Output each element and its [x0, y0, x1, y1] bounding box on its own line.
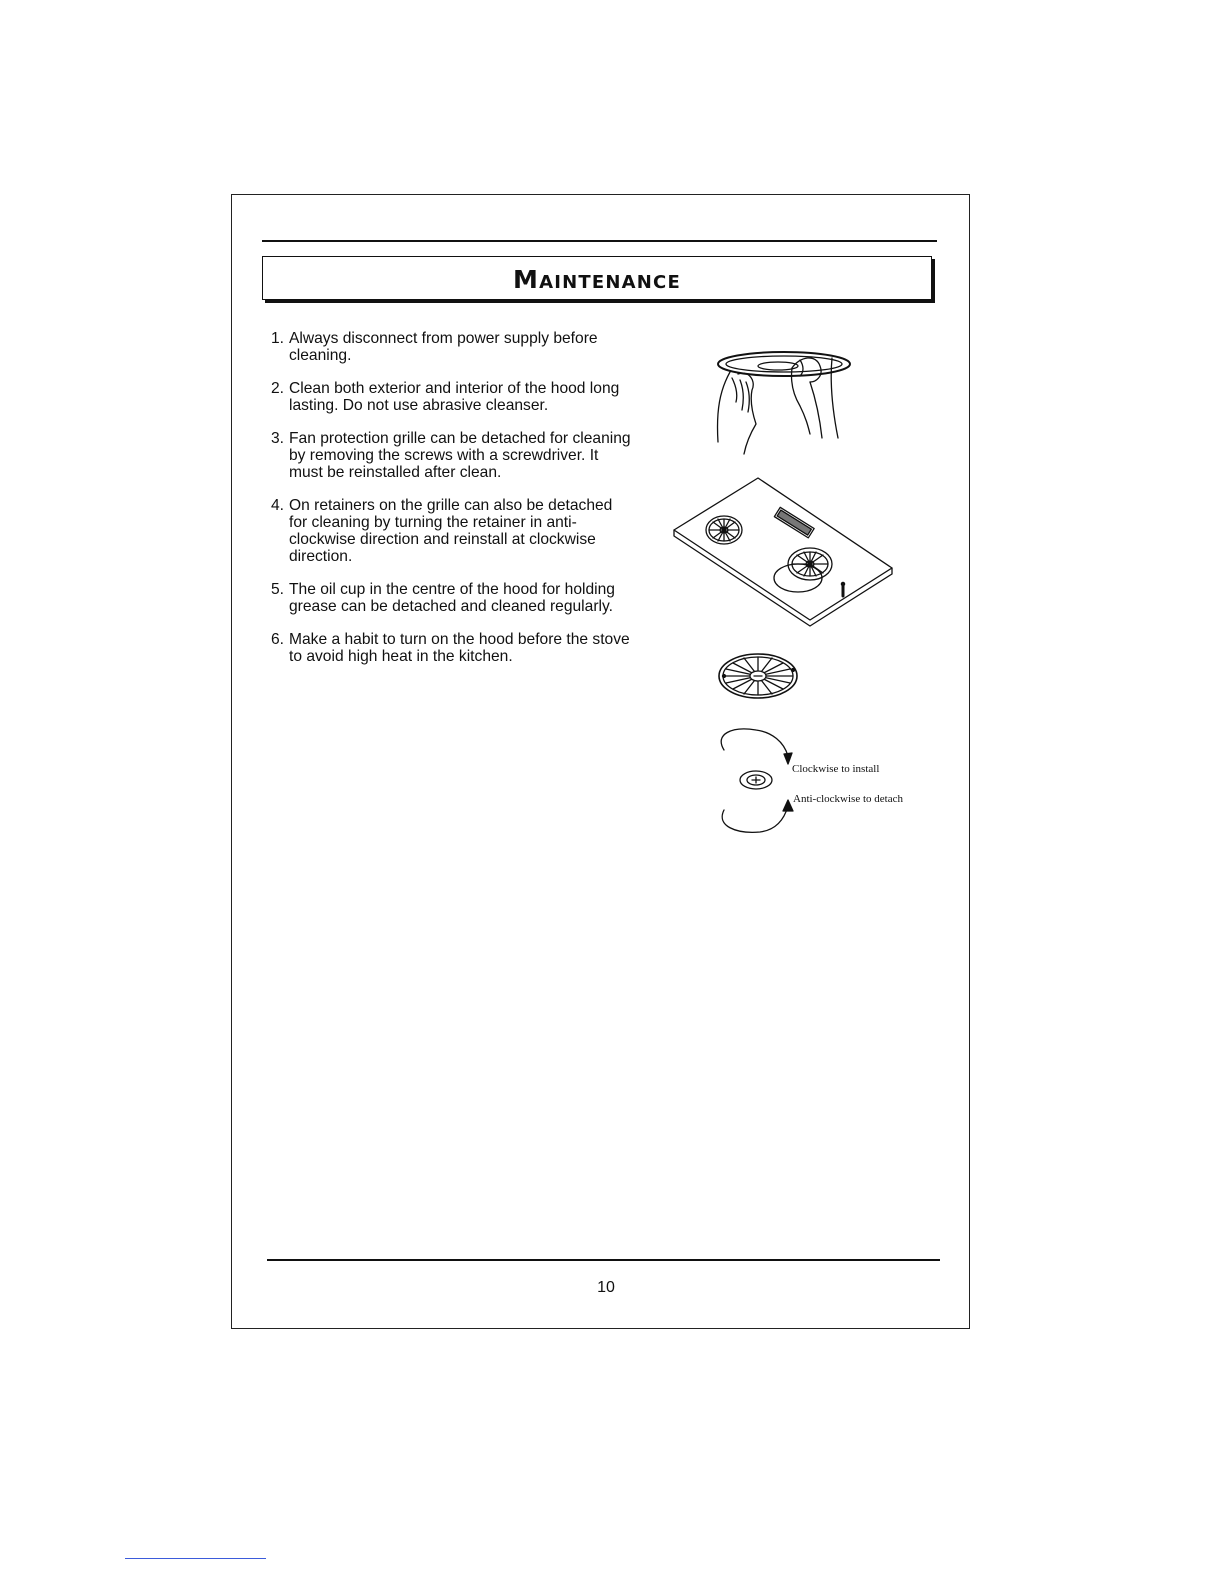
- fan-grille-left: [706, 516, 742, 544]
- footnote-separator: [125, 1558, 266, 1559]
- page-number: 10: [597, 1279, 615, 1296]
- maintenance-steps: [271, 330, 631, 681]
- step-number: 1.: [271, 330, 285, 347]
- step-text: Clean both exterior and interior of the hood long lasting. Do not use abrasive cleanser.: [289, 380, 620, 414]
- list-item: [271, 631, 631, 665]
- top-rule: [262, 240, 937, 242]
- step-number: 6.: [271, 631, 285, 648]
- list-item: [271, 430, 631, 481]
- maintenance-illustrations: [660, 330, 920, 850]
- step-number: 3.: [271, 430, 285, 447]
- list-item: [271, 581, 631, 615]
- detached-grille-illustration: [719, 654, 797, 698]
- list-item: [271, 497, 631, 565]
- step-text: Always disconnect from power supply before cleaning.: [289, 330, 598, 364]
- list-item: [271, 330, 631, 364]
- clockwise-label: Clockwise to install: [792, 763, 880, 775]
- step-number: 4.: [271, 497, 285, 514]
- step-text: Fan protection grille can be detached for cleaning by removing the screws with a screwdriver. It must be reinstalled after clean.: [289, 430, 631, 481]
- page-title: Maintenance: [513, 264, 681, 294]
- fan-grille-right: [774, 548, 832, 592]
- step-number: 2.: [271, 380, 285, 397]
- hands-removing-grille-illustration: [718, 352, 851, 454]
- step-text: Make a habit to turn on the hood before the stove to avoid high heat in the kitchen.: [289, 631, 630, 665]
- anticlockwise-label: Anti-clockwise to detach: [793, 793, 903, 805]
- retainer-rotation-diagram: [721, 729, 903, 832]
- step-text: The oil cup in the centre of the hood for holding grease can be detached and cleaned regularly.: [289, 581, 615, 615]
- hood-panel-illustration: [674, 478, 892, 626]
- list-item: [271, 380, 631, 414]
- step-number: 5.: [271, 581, 285, 598]
- section-title-box: [262, 256, 932, 300]
- bottom-rule: [267, 1259, 940, 1261]
- step-text: On retainers on the grille can also be detached for cleaning by turning the retainer in anti-clockwise direction and reinstall at clockwise direction.: [289, 497, 613, 565]
